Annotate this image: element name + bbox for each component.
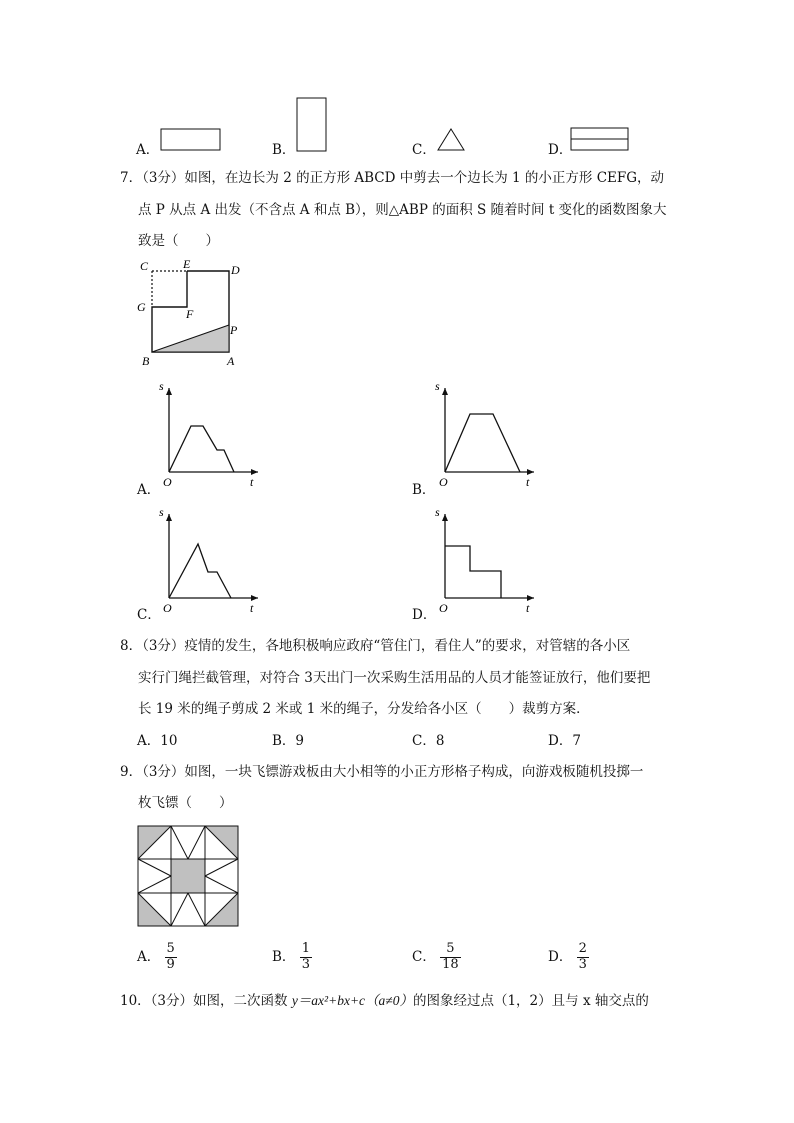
axis-label-t: t — [526, 475, 530, 489]
option-label: D． — [412, 607, 437, 623]
numerator: 1 — [301, 941, 310, 956]
graph-curve — [169, 426, 234, 472]
q6-option-b[interactable] — [272, 138, 295, 158]
q7-graph-a — [154, 378, 264, 490]
q10-suffix: 的图象经过点（1，2）且与 x 轴交点的 — [412, 993, 649, 1009]
q9-option-b[interactable] — [272, 942, 312, 973]
label-c: C — [140, 259, 149, 273]
q9-option-d[interactable] — [548, 942, 589, 973]
q8-option-c[interactable]: C．8 — [412, 733, 445, 749]
q9-option-c[interactable] — [412, 942, 461, 973]
q6-shape-a-wide-rectangle — [160, 128, 222, 152]
label-a: A — [227, 354, 235, 368]
numerator: 2 — [578, 941, 587, 956]
label-d: D — [231, 263, 240, 277]
numerator: 5 — [166, 941, 175, 956]
label-p: P — [230, 323, 238, 337]
label-f: F — [186, 307, 194, 321]
denominator: 3 — [578, 956, 587, 972]
q10-prefix: 10．（3分）如图，二次函数 — [120, 993, 292, 1009]
q6-option-d[interactable] — [548, 138, 572, 158]
q6-option-c[interactable] — [412, 138, 436, 158]
q7-graph-b — [430, 378, 540, 490]
q9-dartboard-figure — [137, 825, 239, 927]
option-label: C． — [412, 948, 436, 965]
graph-curve — [445, 546, 501, 598]
q7-text-line-2: 点 P 从点 A 出发（不含点 A 和点 B），则△ABP 的面积 S 随着时间 t 变化的函数图象大 — [138, 202, 667, 218]
graph-curve — [445, 414, 520, 472]
origin-label: O — [439, 475, 448, 489]
q6-shape-b-tall-rectangle — [296, 97, 328, 153]
q7-square-figure — [132, 256, 262, 370]
triangle-abp — [152, 325, 229, 352]
label-g: G — [137, 300, 146, 314]
numerator: 5 — [440, 942, 461, 958]
axis-label-t: t — [250, 475, 254, 489]
label-e: E — [183, 257, 191, 271]
label-b: B — [142, 354, 150, 368]
axis-label-t: t — [526, 601, 530, 615]
denominator: 18 — [442, 956, 459, 972]
q8-option-a[interactable]: A．10 — [137, 733, 178, 749]
denominator: 9 — [166, 956, 175, 972]
option-label: D． — [548, 948, 573, 965]
q6-shape-d-split-rectangle — [570, 127, 630, 153]
q6-shape-c-triangle — [436, 128, 466, 152]
q7-text-line-1: 7．（3分）如图，在边长为 2 的正方形 ABCD 中剪去一个边长为 1 的小正方形 CEFG，动 — [120, 170, 665, 186]
q7-text-line-3: 致是（ ） — [138, 233, 219, 249]
q8-text-line-2: 实行门绳拦截管理，对符合 3天出门一次采购生活用品的人员才能签证放行，他们要把 — [138, 670, 651, 686]
q8-text-line-3: 长 19 米的绳子剪成 2 米或 1 米的绳子，分发给各小区（ ）裁剪方案． — [138, 701, 590, 717]
axis-label-s: s — [435, 379, 440, 393]
q9-text-line-2: 枚飞镖（ ） — [138, 795, 233, 811]
q10-formula: y＝ax²+bx+c（a≠0） — [291, 993, 413, 1008]
q6-option-a[interactable] — [136, 138, 159, 158]
q7-graph-d — [430, 504, 540, 616]
option-label: A． — [137, 948, 161, 965]
axis-label-s: s — [159, 505, 164, 519]
fraction — [300, 942, 312, 973]
option-label: A． — [136, 142, 160, 158]
graph-curve — [169, 544, 231, 598]
origin-label: O — [163, 475, 172, 489]
q10-text-line-1 — [120, 989, 649, 1009]
option-label: C． — [412, 142, 436, 158]
option-label: B． — [412, 482, 436, 498]
option-label: D． — [548, 142, 573, 158]
origin-label: O — [439, 601, 448, 615]
q7-graph-c — [154, 504, 264, 616]
axis-label-s: s — [159, 379, 164, 393]
option-label: B． — [272, 142, 296, 158]
axis-label-s: s — [435, 505, 440, 519]
q8-option-b[interactable]: B．9 — [272, 733, 305, 749]
denominator: 3 — [301, 956, 310, 972]
option-label: B． — [272, 948, 296, 965]
q8-option-d[interactable]: D．7 — [548, 733, 581, 749]
fraction — [440, 942, 461, 973]
fraction — [165, 942, 177, 973]
q8-text-line-1: 8．（3分）疫情的发生，各地积极响应政府“管住门，看住人”的要求，对管辖的各小区 — [120, 638, 631, 654]
axis-label-t: t — [250, 601, 254, 615]
q9-text-line-1: 9．（3分）如图，一块飞镖游戏板由大小相等的小正方形格子构成，向游戏板随机投掷一 — [120, 764, 644, 780]
option-label: C． — [137, 607, 161, 623]
fraction — [577, 942, 589, 973]
q9-option-a[interactable] — [137, 942, 177, 973]
origin-label: O — [163, 601, 172, 615]
option-label: A． — [137, 482, 161, 498]
